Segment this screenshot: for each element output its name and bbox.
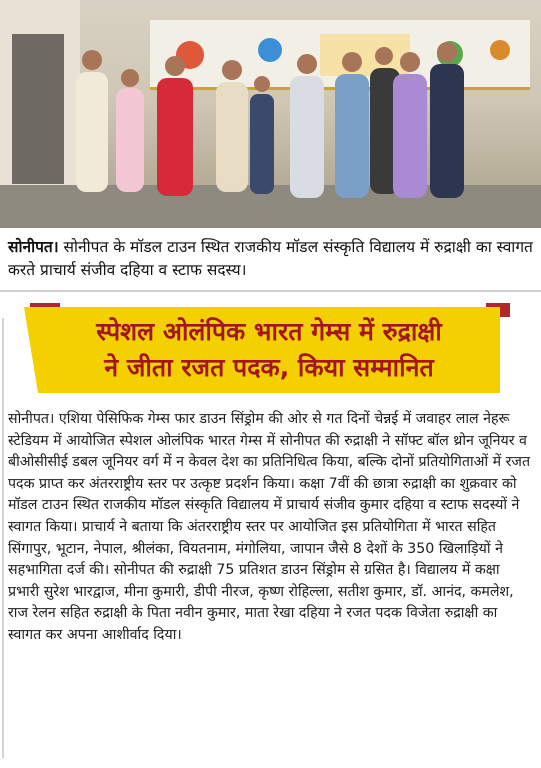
- photo-caption: [8, 236, 533, 282]
- article-headline: [38, 314, 500, 386]
- person-6: [290, 54, 324, 198]
- caption-text: सोनीपत के मॉडल टाउन स्थित राजकीय मॉडल संस्कृति विद्यालय में रुद्राक्षी का स्वागत करते प्राचार्य संजीव दहिया व स्टाफ सदस्य।: [8, 238, 533, 279]
- caption-place: सोनीपत।: [8, 238, 59, 256]
- person-7: [335, 52, 369, 198]
- article-paragraph: सोनीपत। एशिया पेसिफिक गेम्स फार डाउन सिंड्रोम की ओर से गत दिनों चेन्नई में जवाहर लाल नेहरू स्टेडियम में आयोजित स्पेशल ओलंपिक भारत गेम्स में सोनीपत की रुद्राक्षी ने सॉफ्ट बॉल थ्रोन जूनियर व बीओसीसीई डबल जूनियर वर्ग में न केवल देश का प्रतिनिधित्व किया, बल्कि दोनों प्रतियोगिताओं में रजत पदक प्राप्त कर अंतरराष्ट्रीय स्तर पर उत्कृष्ट प्रदर्शन किया। कक्षा 7वीं की छात्रा रुद्राक्षी का शुक्रवार को मॉडल टाउन स्थित राजकीय मॉडल संस्कृति विद्यालय में प्राचार्य संजीव कुमार दहिया व स्टाफ सदस्यों ने स्वागत किया। प्राचार्य ने बताया कि अंतरराष्ट्रीय स्तर पर आयोजित इस प्रतियोगिता में भारत सहित सिंगापुर, भूटान, नेपाल, श्रीलंका, वियतनाम, मंगोलिया, जापान जैसे 8 देशों के 350 खिलाड़ियों ने सहभागिता दर्ज की। सोनीपत की रुद्राक्षी 75 प्रतिशत डाउन सिंड्रोम से ग्रसित है। विद्यालय में कक्षा प्रभारी सुरेश भारद्वाज, मीना कुमारी, डीपी नीरज, कृष्ण रोहिल्ला, सतीश कुमार, डॉ. आनंद, कमलेश, राज रेलन सहित रुद्राक्षी के पिता नवीन कुमार, माता रेखा दहिया ने रजत पदक विजेता रुद्राक्षी का स्वागत कर अपना आशीर्वाद दिया।: [8, 411, 531, 643]
- person-10: [430, 42, 464, 198]
- headline-line-1: स्पेशल ओलंपिक भारत गेम्स में रुद्राक्षी: [96, 317, 442, 346]
- headline-line-2: ने जीता रजत पदक, किया सम्मानित: [104, 353, 434, 382]
- person-2: [116, 69, 144, 192]
- person-1: [76, 50, 108, 192]
- photo-people: [0, 0, 541, 228]
- person-4: [216, 60, 248, 192]
- article-left-rule: [2, 318, 4, 758]
- caption-divider: [0, 290, 541, 292]
- article-body: [8, 409, 533, 647]
- person-5: [250, 76, 274, 194]
- person-3: [157, 56, 193, 196]
- news-photo: [0, 0, 541, 228]
